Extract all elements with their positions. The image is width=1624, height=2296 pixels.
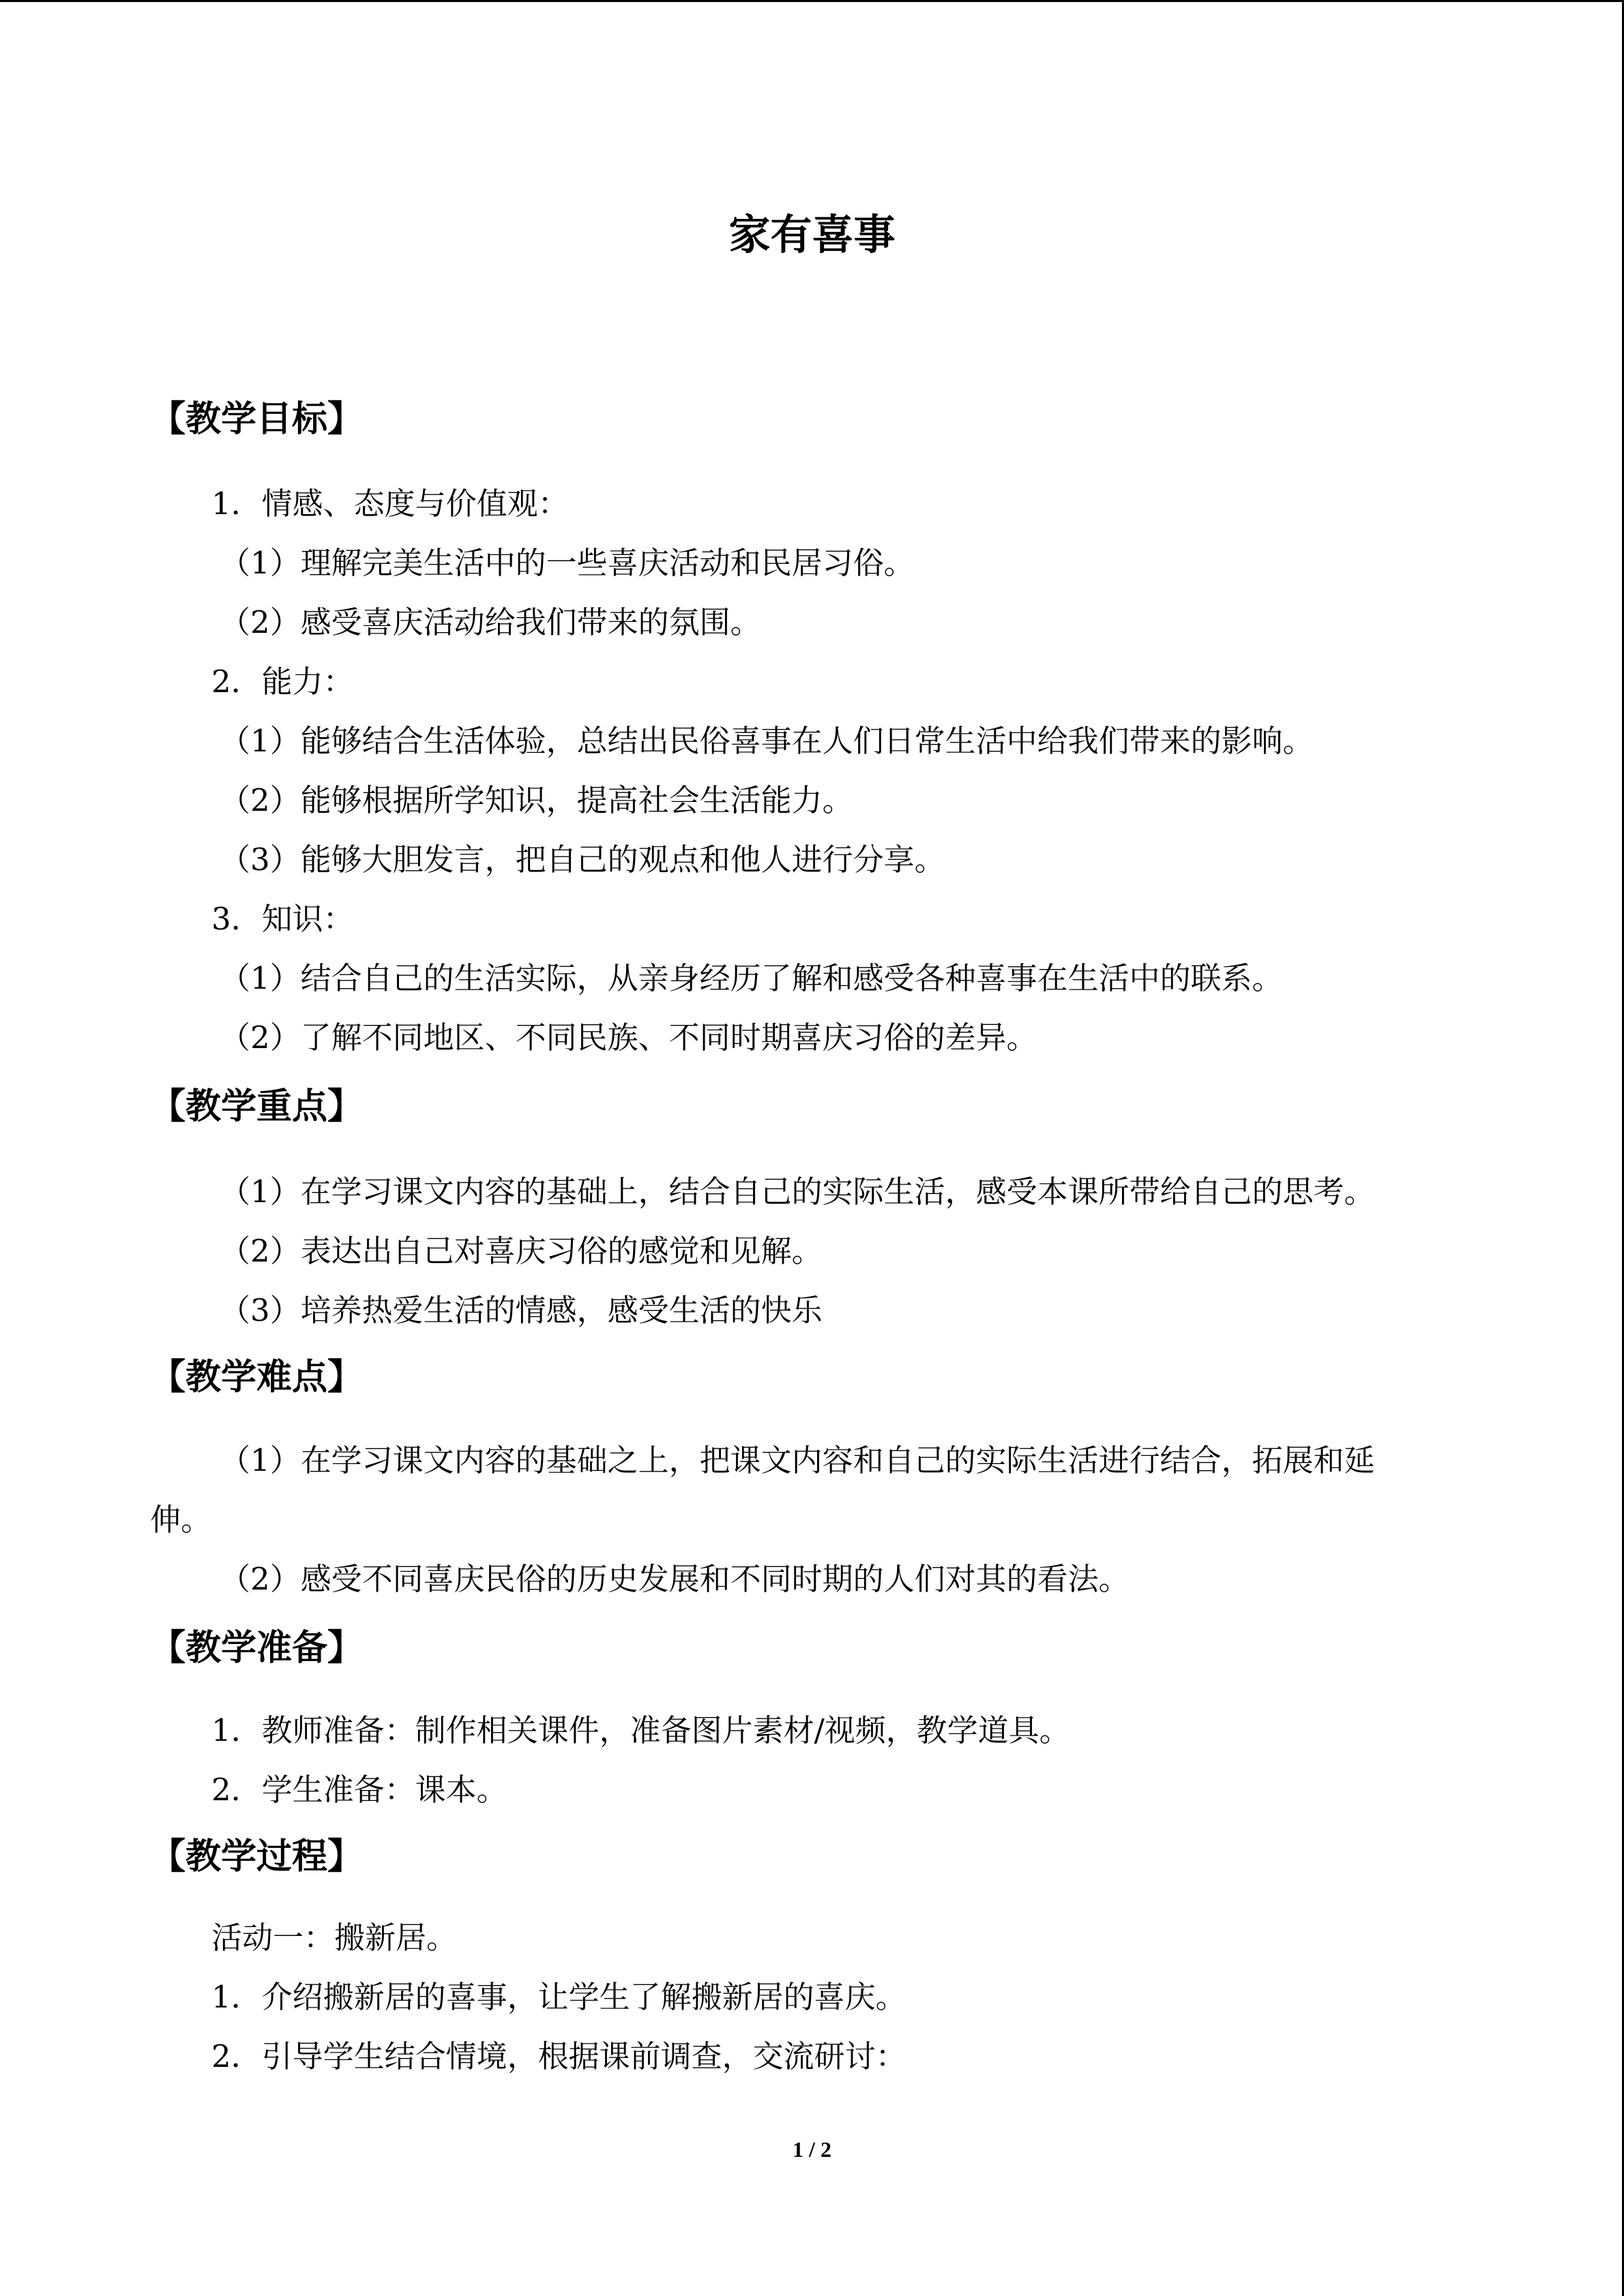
key-point-item: （1）在学习课文内容的基础上，结合自己的实际生活，感受本课所带给自己的思考。	[220, 1174, 1375, 1210]
goal-item: （3）能够大胆发言，把自己的观点和他人进行分享。	[220, 841, 945, 878]
process-item: 1．介绍搬新居的喜事，让学生了解搬新居的喜庆。	[211, 1979, 906, 2015]
difficulty-item: （1）在学习课文内容的基础之上，把课文内容和自己的实际生活进行结合，拓展和延	[220, 1442, 1375, 1478]
goal-item: （1）能够结合生活体验，总结出民俗喜事在人们日常生活中给我们带来的影响。	[220, 723, 1314, 759]
goal-item: 2．能力：	[211, 664, 354, 700]
key-point-item: （2）表达出自己对喜庆习俗的感觉和见解。	[220, 1233, 823, 1269]
goal-item: （2）了解不同地区、不同民族、不同时期喜庆习俗的差异。	[220, 1019, 1037, 1056]
preparation-item: 1．教师准备：制作相关课件，准备图片素材/视频，教学道具。	[211, 1712, 1070, 1748]
heading-preparation: 【教学准备】	[150, 1627, 364, 1669]
heading-key-points: 【教学重点】	[150, 1086, 364, 1127]
goal-item: （2）感受喜庆活动给我们带来的氛围。	[220, 604, 761, 640]
document-title: 家有喜事	[728, 211, 896, 259]
goal-item: 3．知识：	[211, 901, 354, 937]
heading-teaching-goals: 【教学目标】	[150, 398, 364, 440]
goal-item: （1）理解完美生活中的一些喜庆活动和民居习俗。	[220, 545, 915, 581]
difficulty-item-continuation: 伸。	[150, 1502, 212, 1538]
goal-item: （1）结合自己的生活实际，从亲身经历了解和感受各种喜事在生活中的联系。	[220, 960, 1283, 996]
page-number: 1 / 2	[793, 2137, 831, 2162]
heading-difficulties: 【教学难点】	[150, 1356, 364, 1398]
process-item: 活动一：搬新居。	[211, 1920, 458, 1956]
goal-item: 1．情感、态度与价值观：	[211, 486, 569, 522]
process-item: 2．引导学生结合情境，根据课前调查，交流研讨：	[211, 2038, 906, 2074]
key-point-item: （3）培养热爱生活的情感，感受生活的快乐	[220, 1292, 823, 1328]
goal-item: （2）能够根据所学知识，提高社会生活能力。	[220, 782, 853, 818]
heading-process: 【教学过程】	[150, 1836, 364, 1877]
difficulty-item: （2）感受不同喜庆民俗的历史发展和不同时期的人们对其的看法。	[220, 1561, 1130, 1597]
preparation-item: 2．学生准备：课本。	[211, 1772, 507, 1808]
